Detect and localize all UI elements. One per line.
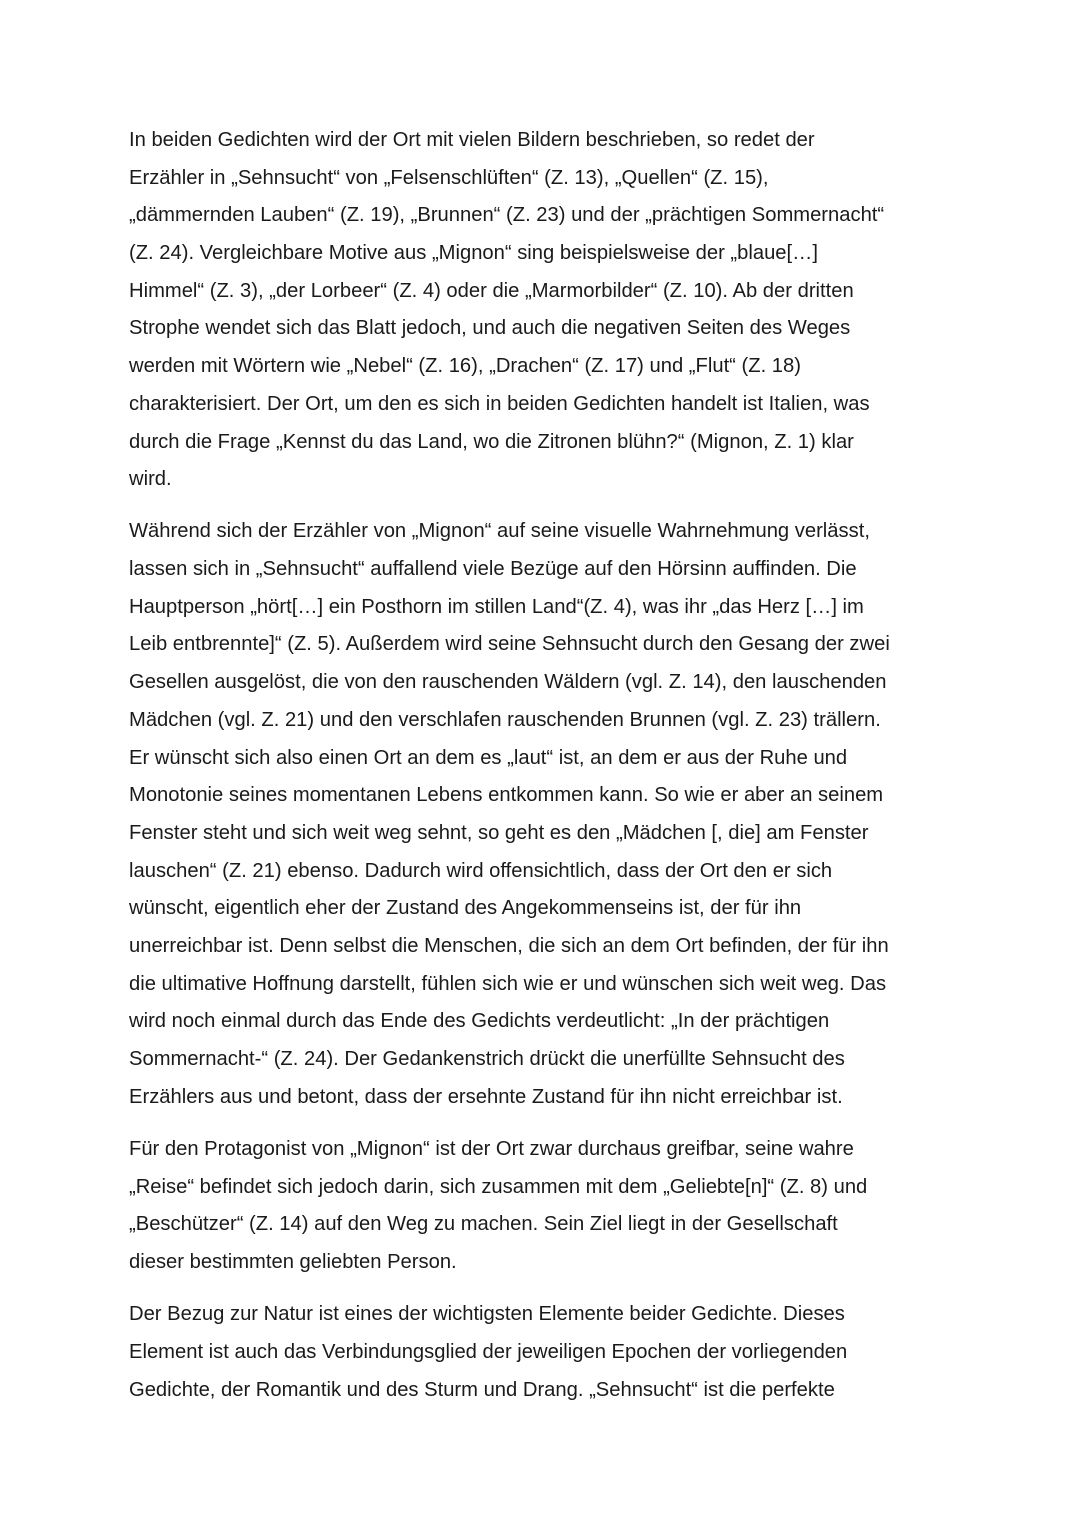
text-line: Erzählers aus und betont, dass der ersehnte Zustand für ihn nicht erreichbar ist. — [129, 1085, 843, 1108]
text-line: wünscht, eigentlich eher der Zustand des Angekommenseins ist, der für ihn — [129, 897, 802, 920]
document-body — [129, 122, 969, 1409]
text-line: durch die Frage „Kennst du das Land, wo die Zitronen blühn?“ (Mignon, Z. 1) klar — [129, 430, 854, 453]
text-line: Während sich der Erzähler von „Mignon“ auf seine visuelle Wahrnehmung verlässt, — [129, 520, 870, 543]
text-line: Mädchen (vgl. Z. 21) und den verschlafen rauschenden Brunnen (vgl. Z. 23) trällern. — [129, 708, 881, 731]
paragraph — [129, 1296, 969, 1409]
text-line: Gedichte, der Romantik und des Sturm und Drang. „Sehnsucht“ ist die perfekte — [129, 1378, 835, 1401]
text-line: „Reise“ befindet sich jedoch darin, sich zusammen mit dem „Geliebte[n]“ (Z. 8) und — [129, 1175, 868, 1198]
text-line: wird noch einmal durch das Ende des Gedichts verdeutlicht: „In der prächtigen — [129, 1010, 830, 1033]
text-line: Hauptperson „hört[…] ein Posthorn im stillen Land“(Z. 4), was ihr „das Herz […] im — [129, 595, 864, 618]
text-line: Monotonie seines momentanen Lebens entkommen kann. So wie er aber an seinem — [129, 784, 884, 807]
text-line: lassen sich in „Sehnsucht“ auffallend viele Bezüge auf den Hörsinn auffinden. Die — [129, 558, 857, 581]
text-line: wird. — [129, 468, 172, 491]
text-line: Für den Protagonist von „Mignon“ ist der Ort zwar durchaus greifbar, seine wahre — [129, 1137, 854, 1160]
text-line: „dämmernden Lauben“ (Z. 19), „Brunnen“ (Z. 23) und der „prächtigen Sommernacht“ — [129, 204, 885, 227]
text-line: Himmel“ (Z. 3), „der Lorbeer“ (Z. 4) oder die „Marmorbilder“ (Z. 10). Ab der dritten — [129, 279, 854, 302]
text-line: Erzähler in „Sehnsucht“ von „Felsenschlüften“ (Z. 13), „Quellen“ (Z. 15), — [129, 166, 769, 189]
text-line: Element ist auch das Verbindungsglied der jeweiligen Epochen der vorliegenden — [129, 1340, 848, 1363]
text-line: „Beschützer“ (Z. 14) auf den Weg zu machen. Sein Ziel liegt in der Gesellschaft — [129, 1213, 838, 1236]
text-line: die ultimative Hoffnung darstellt, fühlen sich wie er und wünschen sich weit weg. Das — [129, 972, 887, 995]
text-line: Er wünscht sich also einen Ort an dem es „laut“ ist, an dem er aus der Ruhe und — [129, 746, 848, 769]
text-line: Gesellen ausgelöst, die von den rauschenden Wäldern (vgl. Z. 14), den lauschenden — [129, 671, 887, 694]
text-line: dieser bestimmten geliebten Person. — [129, 1250, 457, 1273]
text-line: charakterisiert. Der Ort, um den es sich in beiden Gedichten handelt ist Italien, was — [129, 392, 870, 415]
text-line: werden mit Wörtern wie „Nebel“ (Z. 16), „Drachen“ (Z. 17) und „Flut“ (Z. 18) — [129, 355, 801, 378]
paragraph — [129, 513, 969, 1116]
text-line: Sommernacht-“ (Z. 24). Der Gedankenstrich drückt die unerfüllte Sehnsucht des — [129, 1048, 845, 1070]
text-line: Strophe wendet sich das Blatt jedoch, und auch die negativen Seiten des Weges — [129, 317, 851, 340]
text-line: Fenster steht und sich weit weg sehnt, so geht es den „Mädchen [, die] am Fenster — [129, 821, 869, 844]
text-line: Der Bezug zur Natur ist eines der wichtigsten Elemente beider Gedichte. Dieses — [129, 1303, 845, 1326]
text-line: In beiden Gedichten wird der Ort mit vielen Bildern beschrieben, so redet der — [129, 129, 815, 151]
text-line: Leib entbrennte]“ (Z. 5). Außerdem wird seine Sehnsucht durch den Gesang der zwei — [129, 633, 890, 656]
paragraph — [129, 122, 969, 499]
paragraph — [129, 1131, 969, 1282]
text-line: (Z. 24). Vergleichbare Motive aus „Mignon“ sing beispielsweise der „blaue[…] — [129, 242, 818, 265]
text-line: lauschen“ (Z. 21) ebenso. Dadurch wird offensichtlich, dass der Ort den er sich — [129, 859, 833, 882]
text-line: unerreichbar ist. Denn selbst die Menschen, die sich an dem Ort befinden, der für ihn — [129, 934, 889, 957]
